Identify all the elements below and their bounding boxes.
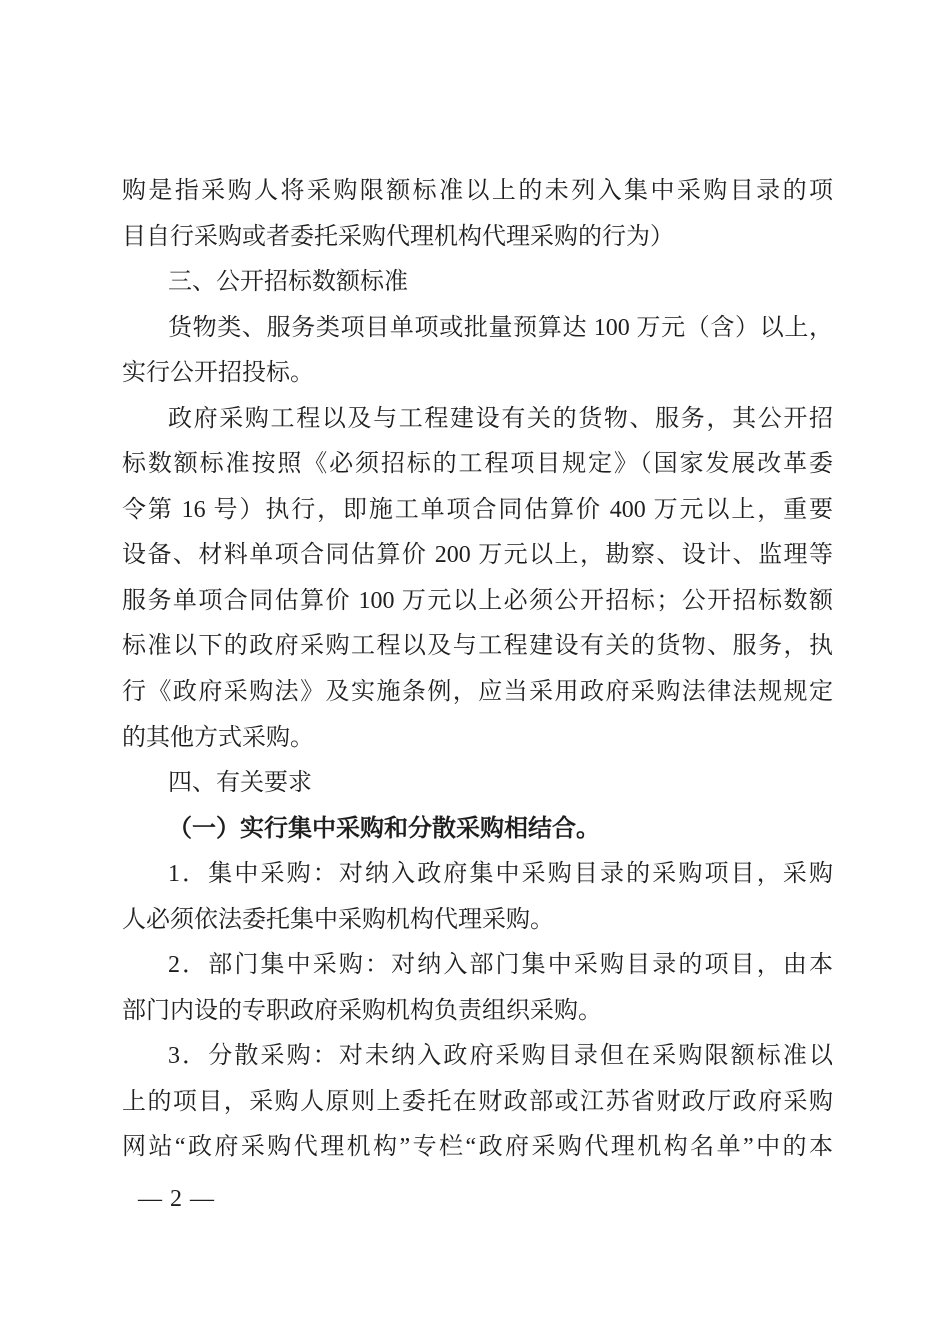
document-body <box>122 169 833 1171</box>
text-line: 3．分散采购：对未纳入政府采购目录但在采购限额标准以 <box>168 1043 833 1070</box>
text-line: 上的项目，采购人原则上委托在财政部或江苏省财政厅政府采购 <box>122 1088 833 1115</box>
text-line: 1．集中采购：对纳入政府集中采购目录的采购项目，采购 <box>168 861 833 888</box>
text-line: 四、有关要求 <box>168 770 312 797</box>
text-line: 的其他方式采购。 <box>122 724 314 751</box>
text-line: 目自行采购或者委托采购代理机构代理采购的行为） <box>122 223 674 250</box>
text-line: 标数额标准按照《必须招标的工程项目规定》（国家发展改革委 <box>122 451 833 478</box>
text-line: 网站“政府采购代理机构”专栏“政府采购代理机构名单”中的本 <box>122 1134 833 1161</box>
text-line: 令第 16 号）执行，即施工单项合同估算价 400 万元以上，重要 <box>122 496 833 523</box>
text-line: 政府采购工程以及与工程建设有关的货物、服务，其公开招 <box>168 405 833 432</box>
text-line: 部门内设的专职政府采购机构负责组织采购。 <box>122 997 602 1024</box>
text-line: 人必须依法委托集中采购机构代理采购。 <box>122 906 554 933</box>
text-line: 设备、材料单项合同估算价 200 万元以上，勘察、设计、监理等 <box>122 542 833 569</box>
text-line: 行《政府采购法》及实施条例，应当采用政府采购法律法规规定 <box>122 679 833 706</box>
page-number: — 2 — <box>138 1186 215 1212</box>
text-line: 三、公开招标数额标准 <box>168 269 408 296</box>
text-line: 购是指采购人将采购限额标准以上的未列入集中采购目录的项 <box>122 178 833 204</box>
text-line: 标准以下的政府采购工程以及与工程建设有关的货物、服务，执 <box>122 633 833 660</box>
text-line: 货物类、服务类项目单项或批量预算达 100 万元（含）以上， <box>168 314 833 341</box>
text-line: （一）实行集中采购和分散采购相结合。 <box>168 815 600 842</box>
text-line: 2．部门集中采购：对纳入部门集中采购目录的项目，由本 <box>168 952 833 979</box>
text-line: 服务单项合同估算价 100 万元以上必须公开招标；公开招标数额 <box>122 587 833 614</box>
text-line: 实行公开招投标。 <box>122 360 314 387</box>
